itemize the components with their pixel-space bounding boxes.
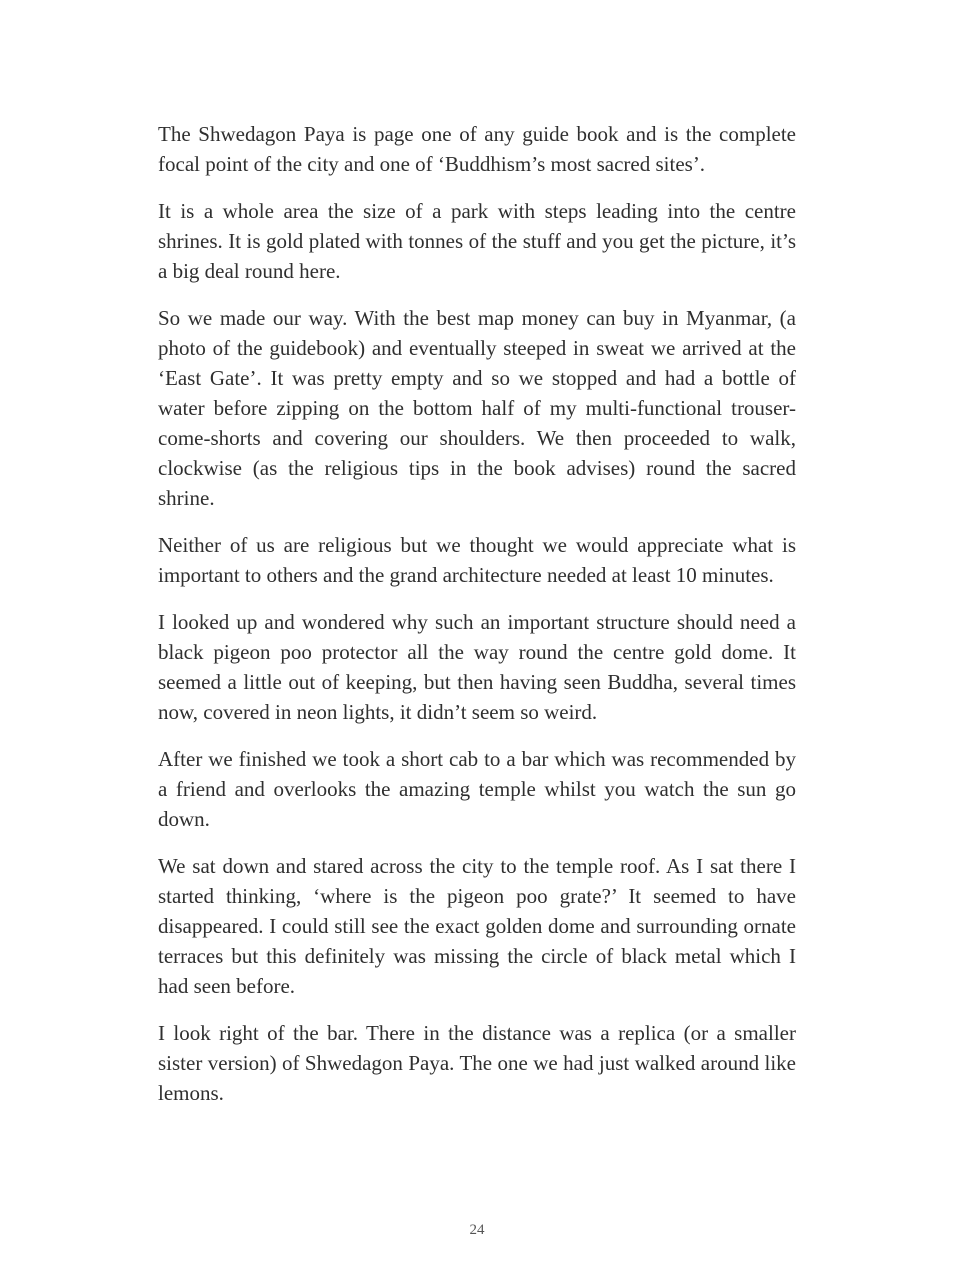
paragraph: It is a whole area the size of a park with steps leading into the centre shrines. It is gold plated with tonnes of the stuff and you get the picture, it’s a big deal round here. bbox=[158, 199, 796, 283]
paragraph: I looked up and wondered why such an important structure should need a black pigeon poo protector all the way round the centre gold dome. It seemed a little out of keeping, but then having seen Buddha, several times now, covered in neon lights, it didn’t seem so weird. bbox=[158, 610, 796, 724]
paragraph: After we finished we took a short cab to a bar which was recommended by a friend and overlooks the amazing temple whilst you watch the sun go down. bbox=[158, 747, 796, 831]
paragraph: So we made our way. With the best map money can buy in Myanmar, (a photo of the guidebook) and eventually steeped in sweat we arrived at the ‘East Gate’. It was pretty empty and so we stopped and had a bottle of water before zipping on the bottom half of my multi-functional trouser-come-shorts and covering our shoulders. We then proceeded to walk, clockwise (as the religious tips in the book advises) round the sacred shrine. bbox=[158, 306, 796, 510]
paragraph: Neither of us are religious but we thought we would appreciate what is important to others and the grand architecture needed at least 10 minutes. bbox=[158, 533, 796, 587]
paragraph: We sat down and stared across the city to the temple roof. As I sat there I started thinking, ‘where is the pigeon poo grate?’ It seemed to have disappeared. I could still see the exact golden dome and surrounding ornate terraces but this definitely was missing the circle of black metal which I had seen before. bbox=[158, 854, 796, 998]
page-body bbox=[158, 119, 796, 1125]
paragraph: I look right of the bar. There in the distance was a replica (or a smaller sister version) of Shwedagon Paya. The one we had just walked around like lemons. bbox=[158, 1021, 796, 1105]
page-number: 24 bbox=[469, 1222, 485, 1238]
paragraph: The Shwedagon Paya is page one of any guide book and is the complete focal point of the city and one of ‘Buddhism’s most sacred sites’. bbox=[158, 122, 796, 176]
